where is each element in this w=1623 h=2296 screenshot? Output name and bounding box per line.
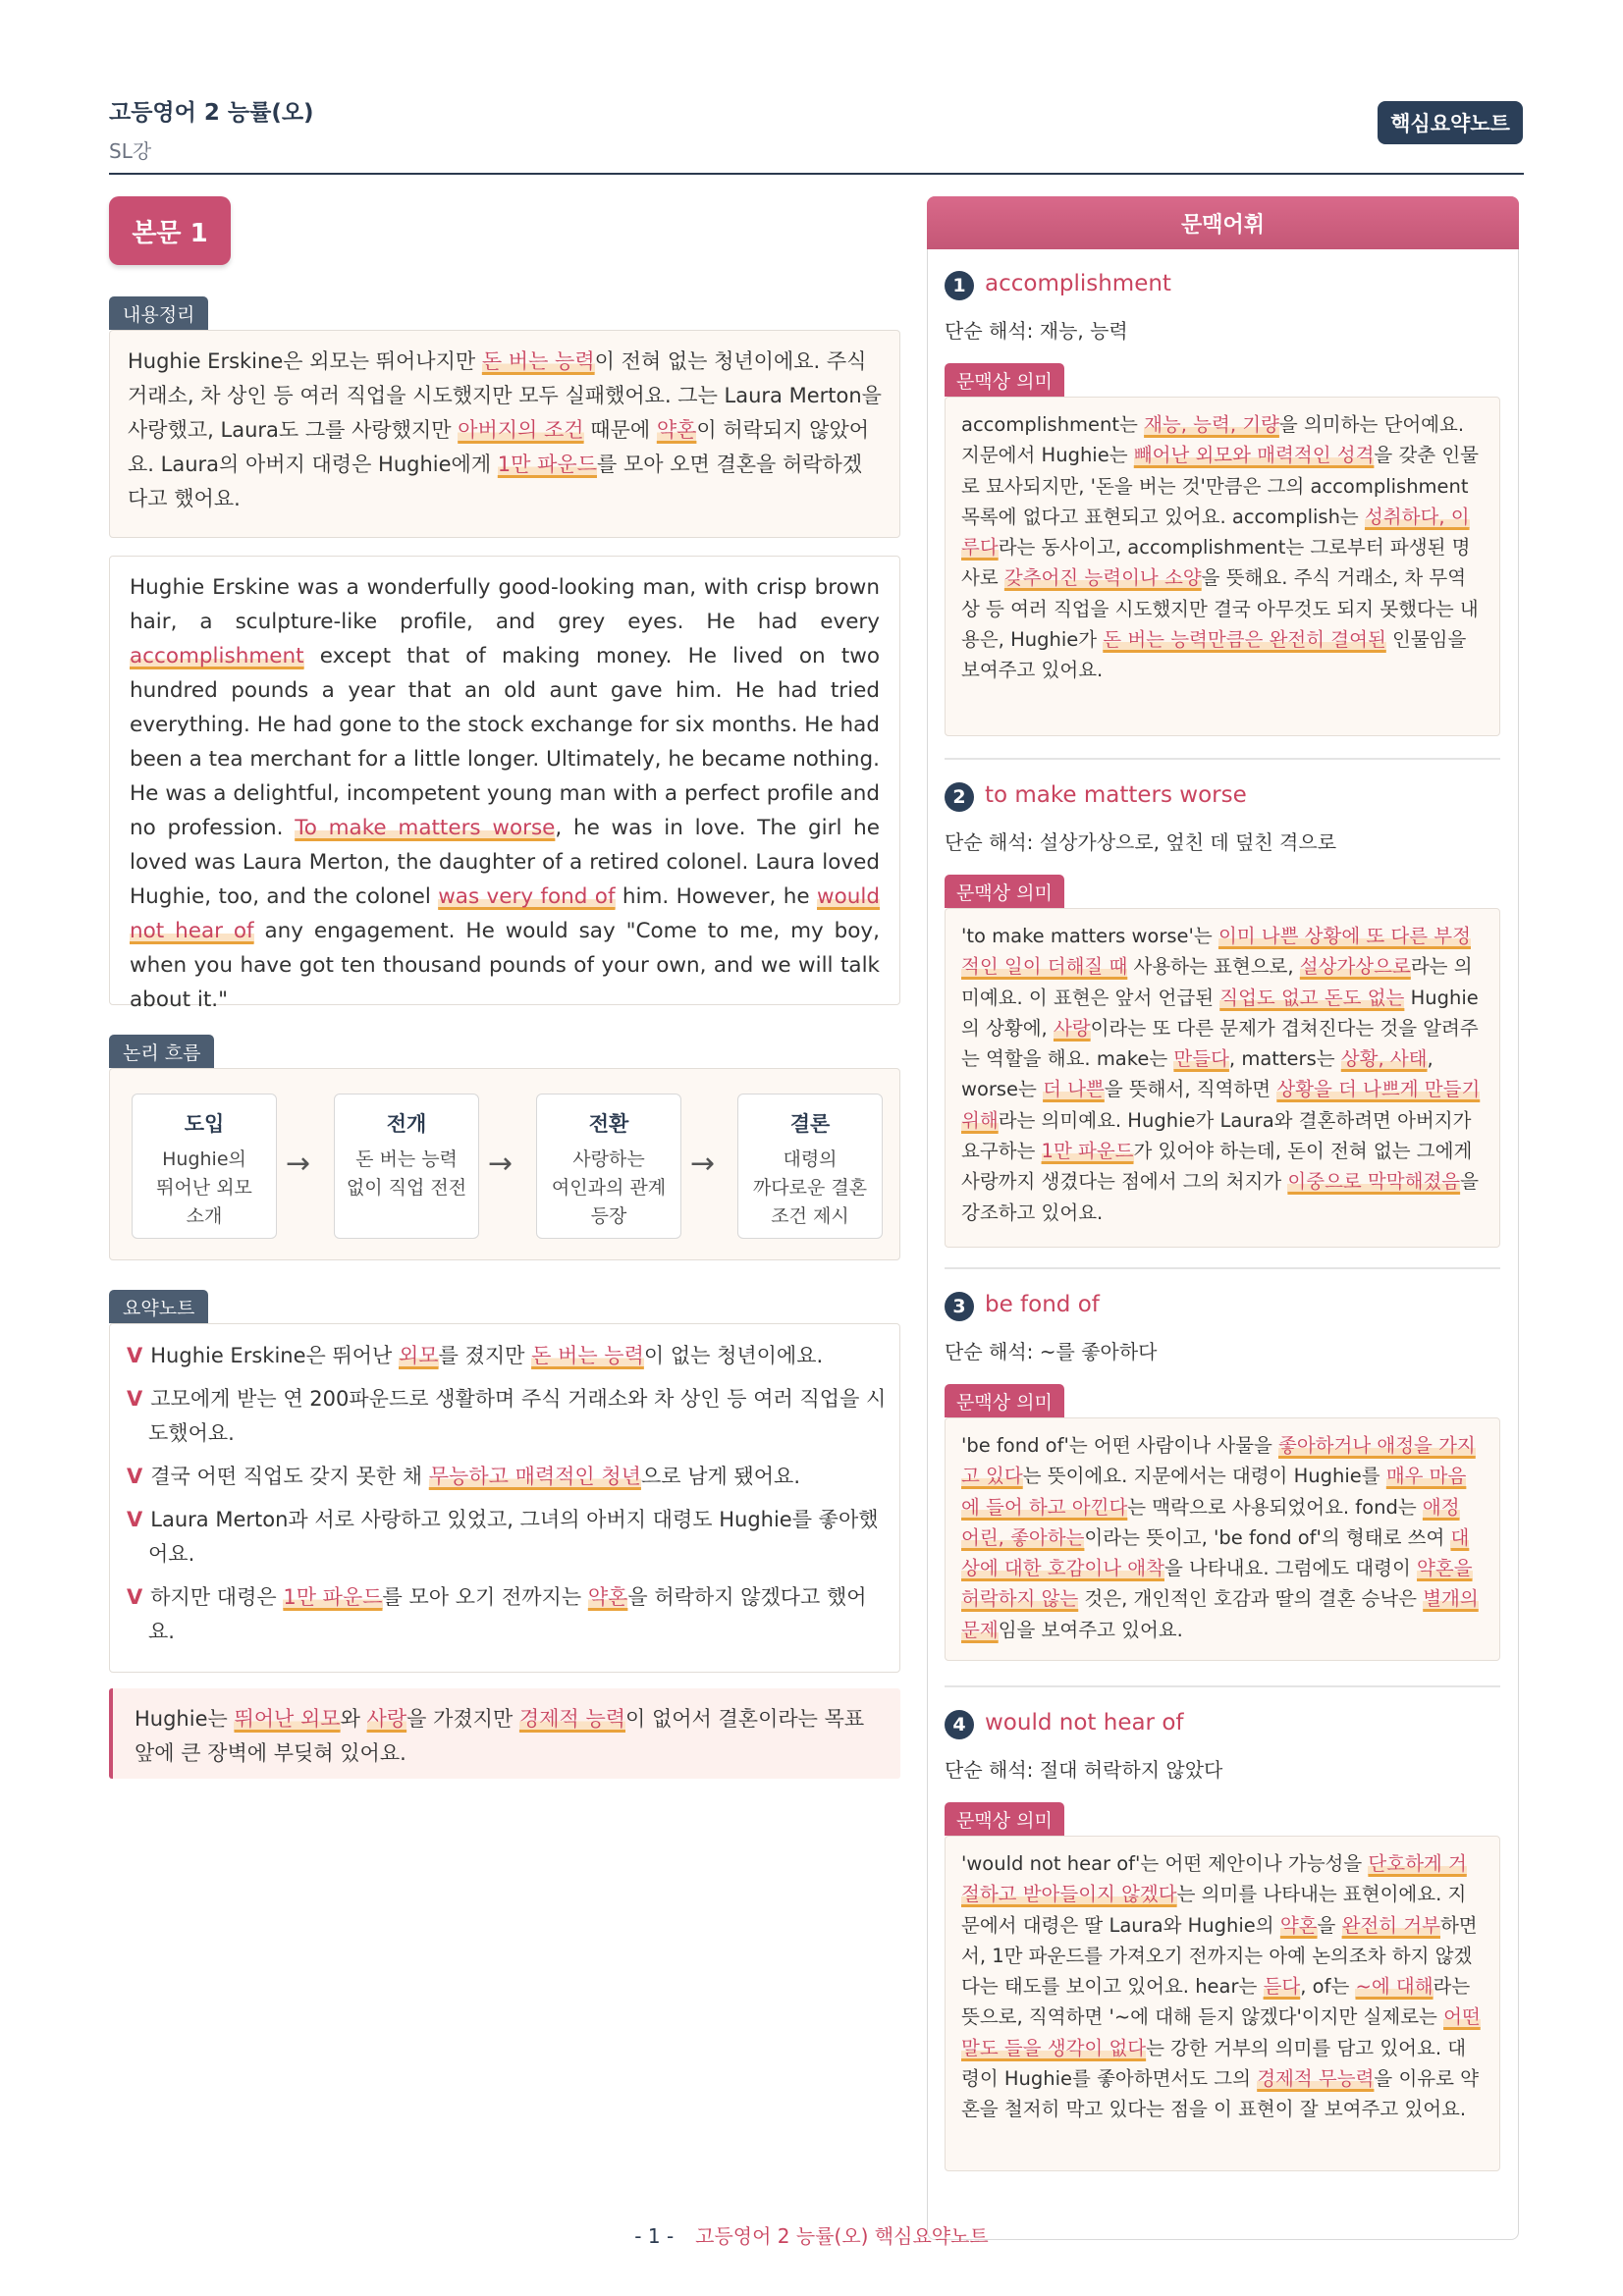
note-item: V 하지만 대령은 1만 파운드를 모아 오기 전까지는 약혼을 허락하지 않겠다고 했어요.	[127, 1585, 867, 1643]
vocab-divider	[945, 1267, 1500, 1269]
flow-step-title: 결론	[789, 1112, 831, 1136]
flow-step-intro: 도입 Hughie의 뛰어난 외모 소개	[132, 1094, 277, 1239]
note-item: V Laura Merton과 서로 사랑하고 있었고, 그녀의 아버지 대령도 Hughie를 좋아했어요.	[127, 1508, 879, 1566]
context-text: 는 강한 거부의 의미를 담고 있어요. 대령이 Hughie를 좋아하면서도 그의	[961, 2036, 1467, 2091]
highlighted-phrase: 약혼을 허락하지 않는	[961, 1557, 1473, 1611]
context-meaning-box	[945, 397, 1500, 736]
highlighted-phrase: ~에 대해	[1355, 1975, 1434, 1999]
vocab-number-badge: 1	[945, 271, 974, 300]
highlighted-phrase: 경제적 무능력	[1257, 2067, 1375, 2091]
context-text: 라는 동사이고, accomplishment는 그로부터 파생된 명사로	[961, 536, 1471, 590]
context-text: 라는 뜻으로, 직역하면 '~에 대해 듣지 않겠다'이지만 실제로는	[961, 1975, 1471, 2029]
context-meaning-box	[945, 1836, 1500, 2171]
page-number: - 1 -	[634, 2224, 675, 2248]
highlighted-phrase: 어떤 말도 들을 생각이 없다	[961, 2005, 1481, 2059]
context-text: 을 이유로 약혼을 철저히 막고 있다는 점을 이 표현이 잘 보여주고 있어요.	[961, 2067, 1480, 2121]
highlighted-phrase: 완전히 거부	[1341, 1913, 1440, 1937]
vocab-term: be fond of	[985, 1292, 1100, 1317]
summary-tag: 내용정리	[109, 296, 208, 330]
flow-arrow: →	[690, 1147, 716, 1181]
highlighted-phrase: 별개의 문제	[961, 1587, 1479, 1641]
highlighted-phrase: 이미 나쁜 상황에 또 다른 부정적인 일이 더해질 때	[961, 925, 1471, 979]
context-text: 가 있어야 하는데, 돈이 전혀 없는 그에게 사랑까지 생겼다는 점에서 그의 처지가	[961, 1140, 1473, 1194]
note-item: V Hughie Erskine은 뛰어난 외모를 졌지만 돈 버는 능력이 없는 청년이에요.	[127, 1344, 824, 1367]
highlighted-phrase: 사랑	[1053, 1016, 1091, 1040]
context-text: 라는 의미예요. Hughie가 Laura와 결혼하려면 아버지가 요구하는	[961, 1108, 1472, 1163]
context-meaning-box	[945, 908, 1500, 1248]
context-text: 는 의미를 나타내는 표현이에요. 지문에서 대령은 딸 Laura와 Hughie의	[961, 1883, 1467, 1937]
context-text: , worse는	[961, 1047, 1434, 1101]
vocab-term: to make matters worse	[985, 782, 1247, 808]
highlighted-phrase: 이중으로 막막해졌음	[1287, 1170, 1461, 1194]
notes-tag: 요약노트	[109, 1290, 208, 1323]
passage-box	[109, 556, 900, 1012]
context-text: , of는	[1300, 1975, 1356, 1999]
context-text: 하면서, 1만 파운드를 가져오기 전까지는 아예 논의조차 하지 않겠다는 태도를 보이고 있어요. hear는	[961, 1913, 1478, 1999]
highlighted-phrase: 재능, 능력, 기량	[1144, 413, 1279, 436]
context-text: 라는 의미예요. 이 표현은 앞서 언급된	[961, 955, 1473, 1009]
vocab-number-badge: 3	[945, 1292, 974, 1321]
context-text: 임을 보여주고 있어요.	[998, 1618, 1183, 1641]
vocab-term: would not hear of	[985, 1710, 1184, 1735]
context-text: accomplishment는	[961, 413, 1145, 436]
highlighted-phrase: 상황, 사태	[1340, 1047, 1428, 1071]
passage-text: Hughie Erskine was a wonderfully good-looking man, with crisp brown hair, a sculpture-like profile, and grey eyes. He had every accomplishment except that of making money. He lived on two hundred pounds a year that an old aunt gave him. He had tried everything. He had gone to the stock exchange for six months. He had been a tea merchant for a little longer. Ultimately, he became nothing. He was a delightful, incompetent young man with a perfect profile and no profession. To make matters worse, he was in love. The girl he loved was Laura Merton, the daughter of a retired colonel. Laura loved Hughie, too, and the colonel was very fond of him. However, he would not hear of any engagement. He would say "Come to me, my boy, when you have got ten thousand pounds of your own, and we will talk about it."	[130, 575, 881, 1012]
lesson-subtitle: SL강	[109, 139, 152, 163]
context-text: 는 맥락으로 사용되었어요. fond는	[1127, 1495, 1423, 1519]
summary-text: Hughie Erskine은 외모는 뛰어나지만 돈 버는 능력이 전혀 없는 청년이에요. 주식 거래소, 차 상인 등 여러 직업을 시도했지만 모두 실패했어요. 그는 Laura Merton을 사랑했고, Laura도 그를 사랑했지만 아버지의 조건 때문에 약혼이 허락되지 않았어요. Laura의 아버지 대령은 Hughie에게 1만 파운드를 모아 오면 결혼을 허락하겠다고 했어요.	[128, 349, 882, 510]
context-text: 인물임을 보여주고 있어요.	[961, 628, 1467, 682]
highlighted-phrase: 약혼	[1279, 1913, 1318, 1937]
highlighted-phrase: 직업도 없고 돈도 없는	[1219, 986, 1405, 1009]
note-item: V 고모에게 받는 연 200파운드로 생활하며 주식 거래소와 차 상인 등 여러 직업을 시도했어요.	[127, 1387, 887, 1445]
highlighted-phrase: 더 나쁜	[1043, 1078, 1105, 1101]
highlighted-phrase: 좋아하거나 애정을 가지고 있다	[961, 1434, 1476, 1488]
context-vocab-title: 문맥어휘	[927, 196, 1519, 249]
flow-step-turn: 전환 사랑하는 여인과의 관계 등장	[536, 1094, 681, 1239]
simple-translation: 단순 해석: 절대 허락하지 않았다	[945, 1758, 1223, 1782]
flow-step-development: 전개 돈 버는 능력 없이 직업 전전	[334, 1094, 479, 1239]
footer-title: 고등영어 2 능률(오) 핵심요약노트	[695, 2224, 989, 2248]
context-meaning-box	[945, 1417, 1500, 1661]
vocab-number-badge: 4	[945, 1710, 974, 1739]
vocab-term: accomplishment	[985, 271, 1171, 296]
highlighted-phrase: 돈 버는 능력만큼은 완전히 결여된	[1103, 628, 1386, 652]
simple-translation: 단순 해석: 설상가상으로, 엎친 데 덮친 격으로	[945, 830, 1337, 854]
context-text: 는 뜻이에요. 지문에서는 대령이 Hughie를	[1022, 1465, 1386, 1488]
context-meaning-tag: 문맥상 의미	[945, 1384, 1064, 1417]
flow-step-title: 도입	[184, 1112, 225, 1136]
context-text: 을 뜻해서, 직역하면	[1104, 1078, 1277, 1101]
context-text: 을 뜻해요. 주식 거래소, 차 무역상 등 여러 직업을 시도했지만 결국 아무것도 되지 못했다는 내용은, Hughie가	[961, 566, 1479, 652]
highlighted-phrase: 듣다	[1263, 1975, 1301, 1999]
highlighted-phrase: 애정 어린, 좋아하는	[961, 1495, 1460, 1549]
highlighted-phrase: 갖추어진 능력이나 소양	[1003, 566, 1202, 590]
simple-translation: 단순 해석: 재능, 능력	[945, 319, 1128, 343]
summary-box	[109, 330, 900, 538]
context-text: 것은, 개인적인 호감과 딸의 결혼 승낙은	[1078, 1587, 1424, 1611]
vocab-divider	[945, 1685, 1500, 1687]
flow-step-title: 전개	[386, 1112, 427, 1136]
context-text: 을	[1317, 1913, 1342, 1937]
highlighted-phrase: 상황을 더 나쁘게 만들기 위해	[961, 1078, 1481, 1132]
page-footer	[0, 2220, 1623, 2249]
document-title: 고등영어 2 능률(오)	[109, 100, 314, 126]
context-text: 'would not hear of'는 어떤 제안이나 가능성을	[961, 1852, 1369, 1875]
simple-translation: 단순 해석: ~를 좋아하다	[945, 1340, 1158, 1363]
key-point-callout: Hughie는 뛰어난 외모와 사랑을 가졌지만 경제적 능력이 없어서 결혼이라는 목표 앞에 큰 장벽에 부딪혀 있어요.	[109, 1688, 900, 1779]
context-text: 을 강조하고 있어요.	[961, 1170, 1479, 1224]
flow-step-conclusion: 결론 대령의 까다로운 결혼 조건 제시	[737, 1094, 883, 1239]
context-text: 을 의미하는 단어예요. 지문에서 Hughie는	[961, 413, 1465, 467]
context-text: Hughie의 상황에,	[961, 986, 1479, 1040]
context-text: , matters는	[1228, 1047, 1341, 1071]
note-type-badge: 핵심요약노트	[1378, 101, 1523, 144]
vocab-divider	[945, 758, 1500, 760]
highlighted-phrase: 설상가상으로	[1299, 955, 1411, 979]
flow-arrow: →	[488, 1147, 514, 1181]
context-text: 을 나타내요. 그럼에도 대령이	[1163, 1557, 1418, 1580]
highlighted-phrase: 빼어난 외모와 매력적인 성격	[1133, 444, 1375, 467]
highlighted-phrase: 대상에 대한 호감이나 애착	[961, 1525, 1470, 1580]
context-meaning-tag: 문맥상 의미	[945, 1802, 1064, 1836]
flow-step-title: 전환	[588, 1112, 629, 1136]
context-text: 이라는 뜻이고, 'be fond of'의 형태로 쓰여	[1084, 1525, 1451, 1549]
context-meaning-tag: 문맥상 의미	[945, 875, 1064, 908]
highlighted-phrase: 만들다	[1173, 1047, 1229, 1071]
flow-arrow: →	[286, 1147, 311, 1181]
flow-tag: 논리 흐름	[109, 1035, 214, 1068]
context-text: 사용하는 표현으로,	[1127, 955, 1300, 979]
highlighted-phrase: 1만 파운드	[1041, 1140, 1134, 1163]
note-item: V 결국 어떤 직업도 갖지 못한 채 무능하고 매력적인 청년으로 남게 됐어요.	[127, 1465, 800, 1488]
highlighted-phrase: 성취하다, 이루다	[961, 505, 1470, 560]
context-text: 'be fond of'는 어떤 사람이나 사물을	[961, 1434, 1278, 1457]
context-text: 이라는 또 다른 문제가 겹쳐진다는 것을 알려주는 역할을 해요. make는	[961, 1016, 1479, 1071]
context-text: 'to make matters worse'는	[961, 925, 1218, 947]
highlighted-phrase: 단호하게 거절하고 받아들이지 않겠다	[961, 1852, 1467, 1906]
section-title-button[interactable]: 본문 1	[109, 196, 231, 265]
vocab-number-badge: 2	[945, 782, 974, 812]
context-meaning-tag: 문맥상 의미	[945, 363, 1064, 397]
highlighted-phrase: 매우 마음에 들어 하고 아낀다	[961, 1465, 1467, 1519]
header-divider	[109, 173, 1524, 175]
context-text: 을 갖춘 인물로 묘사되지만, '돈을 버는 것'만큼은 그의 accomplishment 목록에 없다고 표현되고 있어요. accomplish는	[961, 444, 1479, 528]
